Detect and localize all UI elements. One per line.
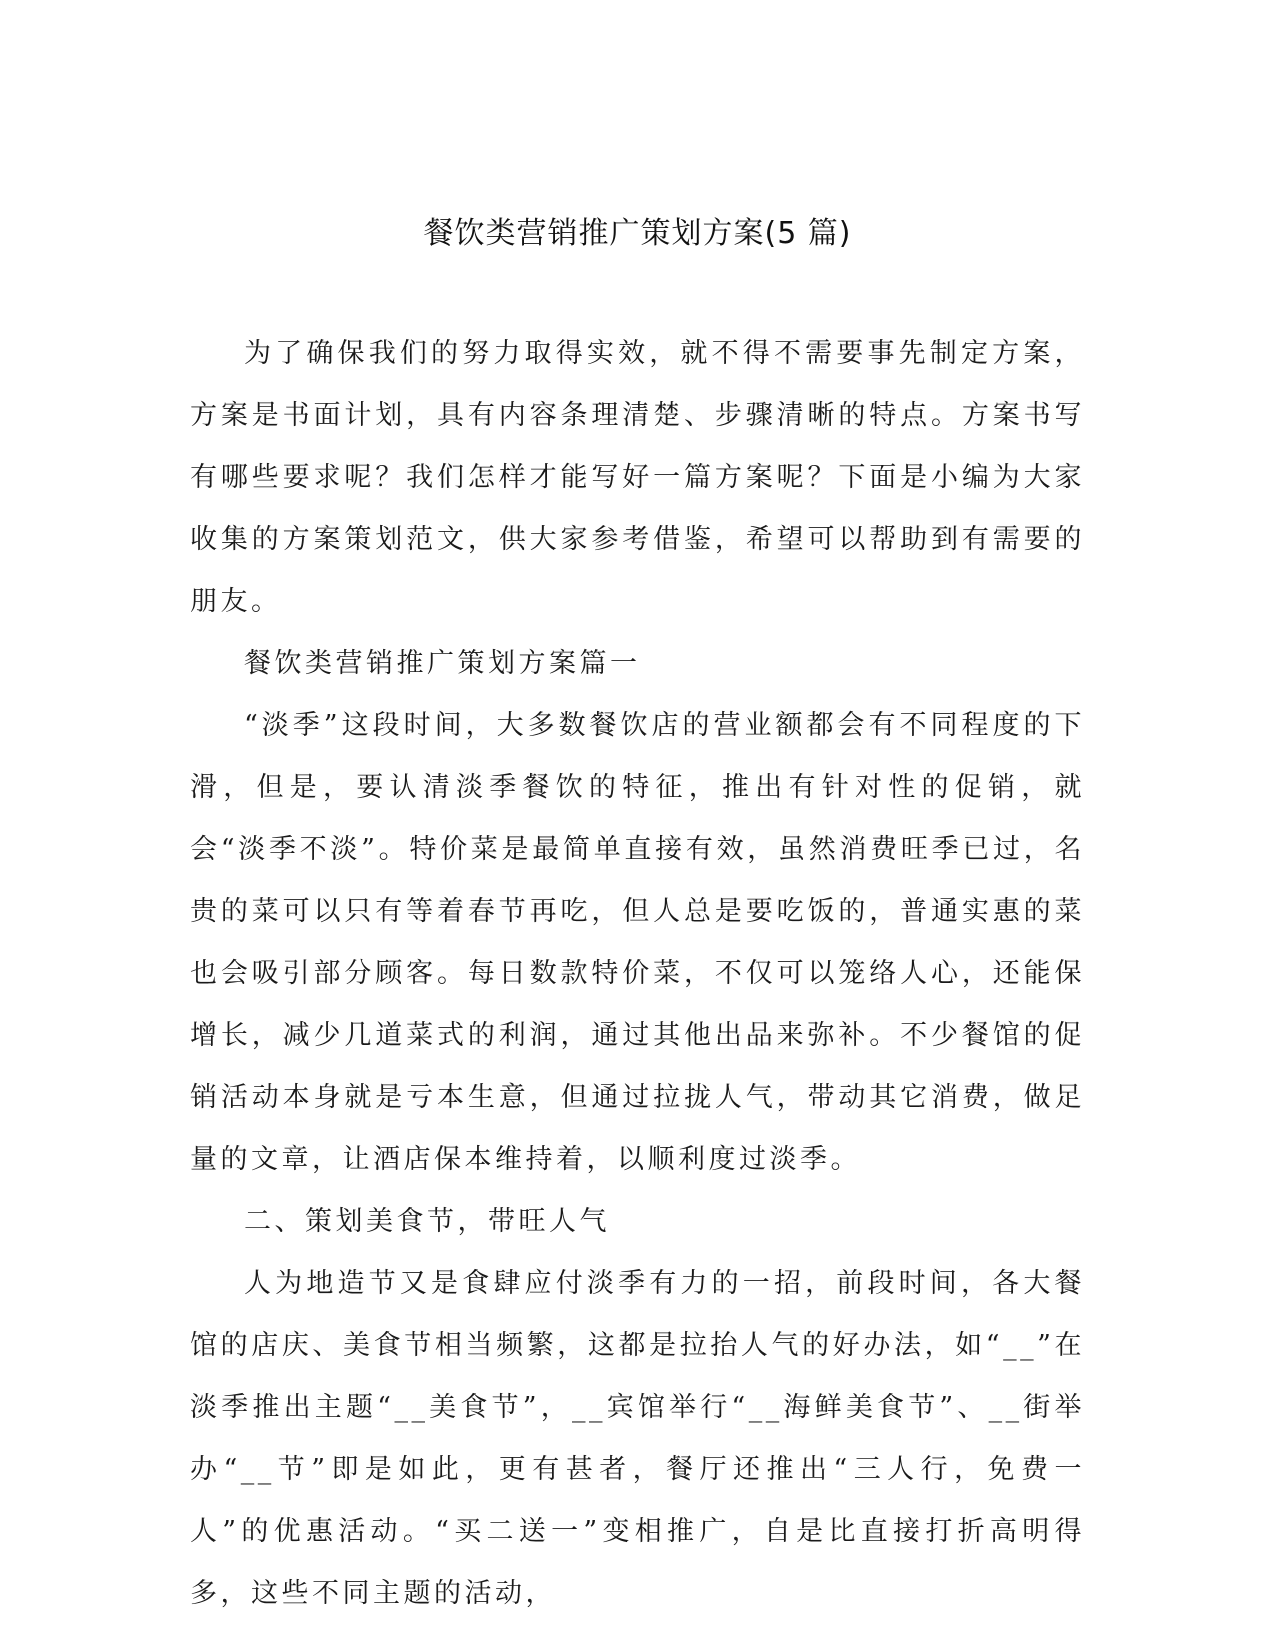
section-heading-part-one: 餐饮类营销推广策划方案篇一 <box>244 648 641 679</box>
intro-paragraph: 为了确保我们的努力取得实效，就不得不需要事先制定方案，方案是书面计划，具有内容条理清楚、步骤清晰的特点。方案书写有哪些要求呢？我们怎样才能写好一篇方案呢？下面是小编为大家收集的方案策划范文，供大家参考借鉴，希望可以帮助到有需要的朋友。 <box>190 338 1085 617</box>
body-paragraph: 人为地造节又是食肆应付淡季有力的一招，前段时间，各大餐馆的店庆、美食节相当频繁，这都是拉抬人气的好办法，如“__”在淡季推出主题“__美食节”，__宾馆举行“__海鲜美食节”、__街举办“__节”即是如此，更有甚者，餐厅还推出“三人行，免费一人”的优惠活动。“买二送一”变相推广，自是比直接打折高明得多，这些不同主题的活动， <box>190 1268 1085 1609</box>
document-body <box>190 323 1085 1625</box>
document-title: 餐饮类营销推广策划方案(5 篇) <box>423 216 852 251</box>
section-heading-food-festival: 二、策划美食节，带旺人气 <box>244 1206 610 1237</box>
body-paragraph: “淡季”这段时间，大多数餐饮店的营业额都会有不同程度的下滑，但是，要认清淡季餐饮的特征，推出有针对性的促销，就会“淡季不淡”。特价菜是最简单直接有效，虽然消费旺季已过，名贵的菜可以只有等着春节再吃，但人总是要吃饭的，普通实惠的菜也会吸引部分顾客。每日数款特价菜，不仅可以笼络人心，还能保增长，减少几道菜式的利润，通过其他出品来弥补。不少餐馆的促销活动本身就是亏本生意，但通过拉拢人气，带动其它消费，做足量的文章，让酒店保本维持着，以顺利度过淡季。 <box>190 710 1085 1175</box>
